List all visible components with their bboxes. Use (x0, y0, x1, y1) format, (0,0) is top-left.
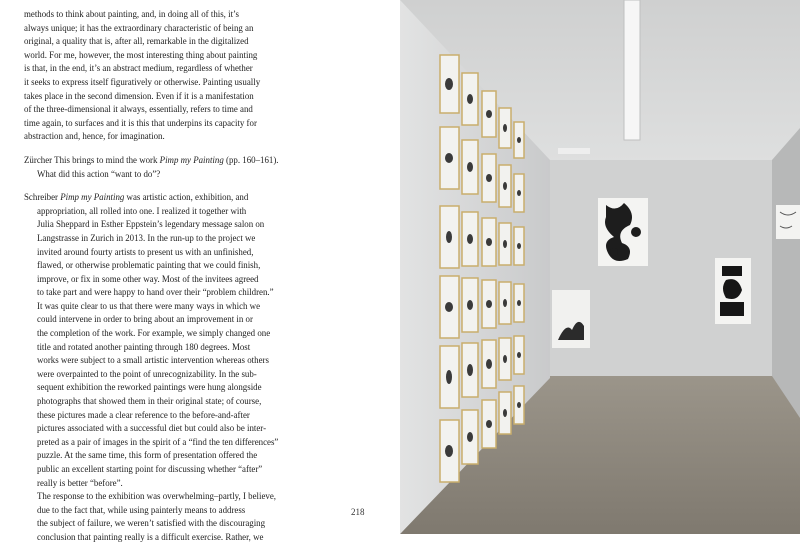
text-line: methods to think about painting, and, in doing all of this, it’s (24, 9, 239, 19)
text-line: preted as a pair of images in the spirit of a “find the ten differences” (37, 436, 279, 447)
text-line: public an excellent starting point for discussing whether “after” (37, 464, 263, 474)
speaker-zurcher: Zürcher (24, 154, 53, 165)
text-line: invited around fourty artists to present us with an unfinished, (37, 246, 254, 257)
text-line: Julia Sheppard in Esther Eppstein’s legendary message salon on (37, 219, 265, 230)
text-line: the completion of the work. For example, we simply changed one (37, 328, 271, 339)
body-text (24, 8, 324, 545)
text-line: were overpainted to the point of unrecognizability. In the sub- (37, 368, 257, 379)
text-line: The response to the exhibition was overwhelming–partly, I believe, (37, 491, 276, 502)
text-line: abstraction and, hence, for imagination. (24, 131, 165, 142)
text-line: takes place in the second dimension. Even if it is a manifestation (24, 90, 254, 101)
text-line: conclusion that painting really is a difficult exercise. Rather, we (37, 531, 264, 542)
schreiber-answer-line-1: Schreiber Pimp my Painting was artistic action, exhibition, and (24, 192, 249, 203)
zurcher-question-line-1: Zürcher This brings to mind the work Pimp my Painting (pp. 160–161). (24, 154, 279, 165)
text-line: due to the fact that, while using painterly means to address (37, 504, 246, 515)
text-line: Langstrasse in Zurich in 2013. In the run-up to the project we (37, 232, 256, 243)
text-line: is that, in the end, it’s an abstract medium, regardless of whether (24, 63, 253, 74)
work-title: Pimp my Painting (60, 192, 125, 203)
text-line: to take part and were happy to hand over their “problem children.” (37, 287, 274, 298)
small-painting-back (552, 290, 590, 348)
speaker-schreiber: Schreiber (24, 192, 59, 203)
text-line: original, a quality that is, after all, remarkable in the digitalized (24, 36, 249, 47)
text-line: works were subject to a small artistic intervention whereas others (37, 355, 269, 366)
zurcher-question-line-2: What did this action “want to do”? (37, 168, 161, 179)
work-title: Pimp my Painting (159, 154, 224, 165)
large-ink-painting-left (598, 198, 648, 266)
text-line: these pictures made a clear reference to the before-and-after (37, 409, 250, 420)
page-number: 218 (351, 507, 365, 517)
text-line: sequent exhibition the reworked paintings were hung alongside (37, 382, 262, 393)
text-line: always unique; it has the extraordinary characteristic of being an (24, 22, 254, 33)
text-line: title and rotated another painting through 180 degrees. Most (37, 341, 251, 352)
text-line: it seeks to express itself figuratively or otherwise. Painting usually (24, 76, 261, 87)
text-line: flawed, or otherwise problematic painting that we could finish, (37, 260, 261, 271)
text-line: could intervene in order to bring about an improvement in or (37, 314, 253, 325)
text-line: improve, or fix in some other way. Most of the invitees agreed (37, 273, 259, 284)
text-line: puzzle. At the same time, this form of presentation offered the (37, 450, 258, 461)
text-line: world. For me, however, the most interesting thing about painting (24, 49, 258, 60)
text-line: of the three-dimensional it always, essentially, refers to time and (24, 104, 253, 115)
text-line: the subject of failure, we weren’t satisfied with the discouraging (37, 518, 266, 529)
left-page (0, 0, 400, 542)
text-line: time again, to surfaces and it is this that underpins its capacity for (24, 117, 257, 128)
partial-painting-right-edge (776, 205, 800, 239)
text-line: appropriation, all rolled into one. I realized it together with (37, 205, 247, 216)
ceiling-light-small (558, 148, 590, 154)
ceiling-light (624, 0, 640, 140)
text-line: really is better “before”. (37, 477, 123, 488)
text-line: It was quite clear to us that there were many ways in which we (37, 300, 261, 311)
large-ink-painting-right (715, 258, 751, 324)
gallery-photo (400, 0, 800, 534)
text-line: photographs that showed them in their original state; of course, (37, 396, 262, 407)
text-line: pictures associated with a successful diet but could also be inter- (37, 423, 267, 434)
